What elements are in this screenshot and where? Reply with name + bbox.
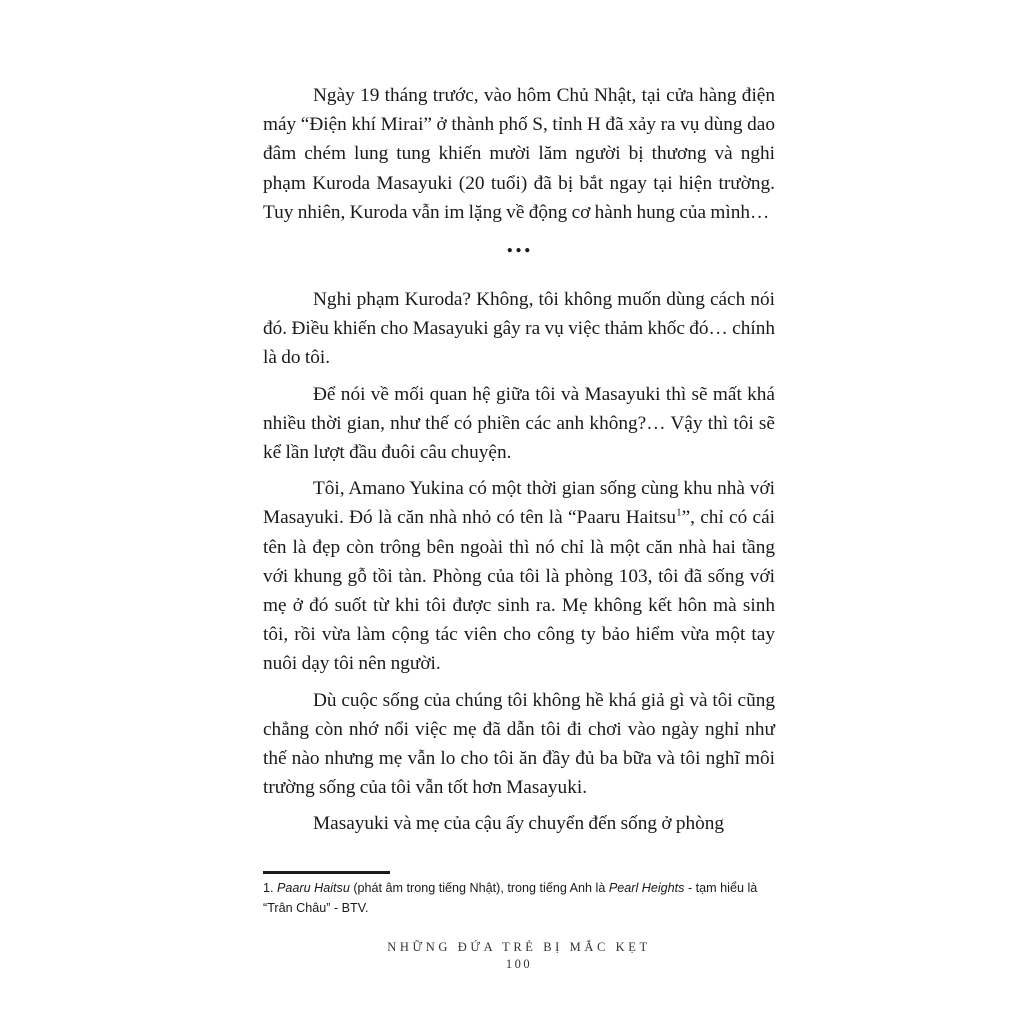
footnote-reference: 1	[676, 507, 682, 520]
footnote-text: (phát âm trong tiếng Nhật), trong tiếng Anh là	[349, 881, 609, 895]
footnote-divider	[263, 871, 390, 874]
paragraph-paaru-haitsu	[263, 474, 775, 678]
footnote-text-end: - tạm hiểu là “Trân Châu” - BTV.	[263, 881, 758, 915]
section-separator: …	[505, 229, 533, 259]
paragraph-living-conditions: Dù cuộc sống của chúng tôi không hề khá giả gì và tôi cũng chẳng còn nhớ nổi việc mẹ đã dẫn tôi đi chơi vào ngày nghỉ như thế nào nhưng mẹ vẫn lo cho tôi ăn đầy đủ ba bữa và tôi nghĩ môi trường sống của tôi vẫn tốt hơn Masayuki.	[263, 689, 775, 799]
running-title: NHỮNG ĐỨA TRẺ BỊ MẮC KẸT	[387, 940, 651, 954]
paragraph-text-start: Tôi, Amano Yukina có một thời gian sống cùng khu nhà với Masayuki. Đó là căn nhà nhỏ có tên là “Paaru Haitsu	[263, 478, 775, 529]
paragraph-text-end: ”, chỉ có cái tên là đẹp còn trông bên ngoài thì nó chỉ là một căn nhà hai tầng với khung gỗ tồi tàn. Phòng của tôi là phòng 103, tôi đã sống với mẹ ở đó suốt từ khi tôi được sinh ra. Mẹ không kết hôn mà sinh tôi, rồi vừa làm cộng tác viên cho công ty bảo hiểm vừa một tay nuôi dạy tôi nên người.	[263, 507, 775, 675]
paragraph-suspect: Nghi phạm Kuroda? Không, tôi không muốn dùng cách nói đó. Điều khiến cho Masayuki gây ra vụ việc thảm khốc đó… chính là do tôi.	[263, 289, 775, 369]
footnote	[263, 878, 778, 918]
footnote-english-term: Pearl Heights	[608, 881, 685, 895]
footnote-term: Paaru Haitsu	[277, 881, 350, 895]
paragraph-relationship: Để nói về mối quan hệ giữa tôi và Masayuki thì sẽ mất khá nhiều thời gian, như thế có phiền các anh không?… Vậy thì tôi sẽ kể lần lượt đầu đuôi câu chuyện.	[263, 383, 775, 464]
paragraph-masayuki-moving: Masayuki và mẹ của cậu ấy chuyển đến sống ở phòng	[313, 813, 725, 835]
book-page-body	[263, 81, 775, 846]
footnote-number: 1.	[263, 881, 274, 895]
page-number: 100	[505, 957, 533, 971]
paragraph-news-report: Ngày 19 tháng trước, vào hôm Chủ Nhật, tại cửa hàng điện máy “Điện khí Mirai” ở thành phố S, tỉnh H đã xảy ra vụ dùng dao đâm chém lung tung khiến mười lăm người bị thương và nghi phạm Kuroda Masayuki (20 tuổi) đã bị bắt ngay tại hiện trường. Tuy nhiên, Kuroda vẫn im lặng về động cơ hành hung của mình…	[263, 85, 775, 223]
